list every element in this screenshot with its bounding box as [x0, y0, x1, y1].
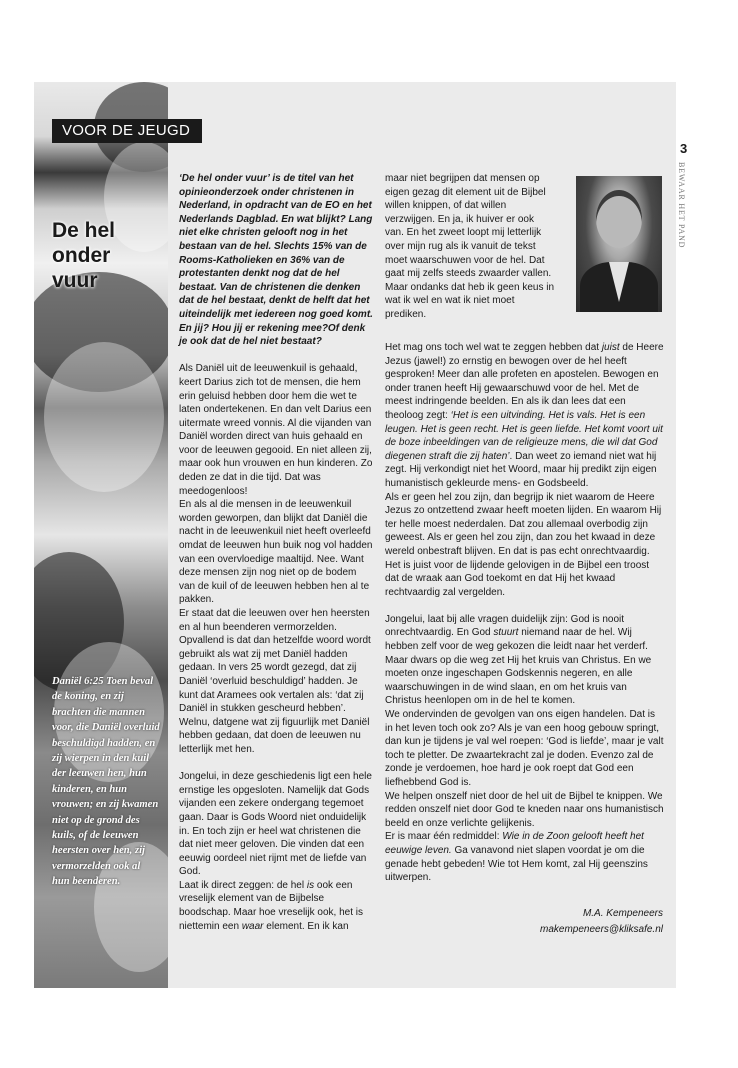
bible-quote: Daniël 6:25 Toen beval de koning, en zij brachten die mannen voor, die Daniël overluid beschuldigd hadden, en zij wierpen in den kuil der leeuwen hen, hun kinderen, en hun vrouwen; en zij kwamen niet op de grond des kuils, of de leeuwen heersten over hen, zij vermorzelden ook al hun beenderen.	[52, 676, 160, 888]
title-line-1: De hel	[52, 219, 116, 242]
author-name: M.A. Kempeneers	[582, 908, 663, 919]
column-1	[179, 172, 375, 933]
column-2	[385, 341, 665, 885]
paragraph: Jongelui, in deze geschiedenis ligt een hele ernstige les opgesloten. Namelijk dat Gods vijanden een zekere ondergang tegemoet gaan. Daar is Gods Woord niet onduidelijk in. En toch zijn er heel wat christenen die dat niet meer geloven. Die vinden dat een eeuwig oordeel niet rijmt met de liefde van God.	[179, 771, 372, 878]
column-2-top	[385, 172, 555, 322]
paragraph: Er is maar één redmiddel: Wie in de Zoon gelooft heeft het eeuwige leven. Ga vanavond niet slapen voordat je om die genade hebt gebeden! Wie tot Hem komt, zal Hij geenszins uitwerpen.	[385, 831, 648, 884]
paragraph: Laat ik direct zeggen: de hel is ook een vreselijk element van de Bijbelse boodschap. Maar hoe vreselijk ook, het is niettemin een waar element. En ik kan	[179, 879, 363, 932]
paragraph: Als Daniël uit de leeuwenkuil is gehaald, keert Darius zich tot de mensen, die hem erin geluisd hebben door hem die wet te laten ondertekenen. En dan velt Darius een uitermate wreed vonnis. Al die vijanden van Daniël worden direct van huis gehaald en voor de leeuwen gegooid. En niet alleen zij, maar ook hun vrouwen en hun kinderen. Zo deden ze dat in die tijd. Dat was meedogenloos!	[179, 363, 373, 497]
paragraph: maar niet begrijpen dat mensen op eigen gezag dit element uit de Bijbel willen knippen, of dat willen verzwijgen. En ja, ik huiver er ook van. En het zweet loopt mij letterlijk over mijn rug als ik vanuit de tekst moet waarschuwen voor de hel. Dat gaat mij zelfs steeds zwaarder vallen. Maar ondanks dat heb ik geen keus in wat ik wel en wat ik niet moet prediken.	[385, 173, 554, 320]
paragraph: Als er geen hel zou zijn, dan begrijp ik niet waarom de Heere Jezus zo ontzettend zwaar heeft moeten lijden. En waarom Hij ter helle moest nederdalen. Dat zou allemaal overbodig zijn geweest. Als er geen hel zou zijn, dan zou het kwaad in deze wereld onbestraft blijven. En dat is pas echt onrechtvaardig. Het is juist voor de lijdende gelovigen in de Bijbel een troost dat de wraak aan God toekomt en dat Hij het kwaad rechtvaardig zal vergelden.	[385, 491, 662, 598]
paragraph: En als al die mensen in de leeuwenkuil worden geworpen, dan blijkt dat Daniël die nacht in de leeuwenkuil niet heeft overleefd omdat de leeuwen hun buik nog vol hadden van een overvloedige maaltijd. Nee. Want deze mensen zijn nog niet op de bodem van de kuil of de leeuwen hebben hen al te pakken.	[179, 499, 373, 606]
paragraph: We ondervinden de gevolgen van ons eigen handelen. Dat is in het leven toch ook zo? Als je van een hoog gebouw springt, dan kun je tijdens je val wel roepen: ‘God is liefde’, maar je valt toch te pletter. De zwaartekracht zal je doden. Evenzo zal de zonde je verdoemen, hoe hard je ook roept dat God een liefhebbend God is.	[385, 709, 664, 788]
signature	[385, 906, 663, 938]
page-number: 3	[680, 141, 688, 156]
intro-paragraph: ‘De hel onder vuur’ is de titel van het opinieonderzoek onder christenen in Nederland, in opdracht van de EO en het Nederlands Dagblad. En wat blijkt? Lang niet elke christen gelooft nog in het bestaan van de hel. Slechts 15% van de Rooms-Katholieken en 36% van de protestanten denkt nog dat de hel bestaat. Van de christenen die denken dat de hel bestaat, denkt de helft dat het uiteindelijk met iedereen nog goed komt. En jij? Hou jij er rekening mee?Of denk je ook dat de hel niet bestaat?	[179, 173, 373, 348]
paragraph: Er staat dat die leeuwen over hen heersten en al hun beenderen vermorzelden. Opvallend is dat dan hetzelfde woord wordt gebruikt als wat zij met Daniël hadden gedaan. In vers 25 wordt gezegd, dat zij Daniël ‘overluid beschuldigd’ hadden. Je kunt dat Aramees ook vertalen als: ‘dat zij Daniël in stukken gescheurd hebben’. Welnu, datgene wat zij figuurlijk met Daniël hebben gedaan, dat doen de leeuwen nu letterlijk met hen.	[179, 608, 371, 755]
paragraph: Het mag ons toch wel wat te zeggen hebben dat juist de Heere Jezus (jawel!) zo ernstig en bewogen over de hel heeft gesproken! Meer dan alle profeten en apostelen. Bewogen en onder tranen heeft Hij gewaarschuwd voor de hel. Met de meest indringende beelden. En als ik dan lees dat een theoloog zegt: ‘Het is een uitvinding. Het is vals. Het is een leugen. Het is geen recht. Het is geen liefde. Het komt voort uit de boze inbeeldingen van de religieuze mens, die wil dat God diegenen straft die zij haten’. Dan weet zo iemand niet wat hij zegt. Hij verkondigt niet het Woord, maar hij predikt zijn eigen humanistisch gekleurde mens- en Godsbeeld.	[385, 342, 664, 489]
section-banner: VOOR DE JEUGD	[52, 119, 202, 143]
article-title	[52, 218, 152, 293]
author-email[interactable]: makempeneers@kliksafe.nl	[540, 924, 663, 935]
title-line-2: onder vuur	[52, 244, 111, 292]
paragraph: We helpen onszelf niet door de hel uit de Bijbel te knippen. We redden onszelf niet door God te kneden naar ons humanistisch beeld en onze verlichte gelijkenis.	[385, 790, 664, 829]
author-portrait	[576, 176, 662, 312]
paragraph: Jongelui, laat bij alle vragen duidelijk zijn: God is nooit onrechtvaardig. En God stuurt niemand naar de hel. Wij hebben zelf voor de weg gekozen die leidt naar het verderf. Maar dwars op die weg zet Hij het kruis van Christus. En we moeten onze ingeschapen Godskennis negeren, en alle waarschuwingen in de wind slaan, en om het kruis van Christus heenlopen om in de hel te komen.	[385, 613, 652, 707]
running-header: BEWAAR HET PAND	[677, 162, 686, 249]
